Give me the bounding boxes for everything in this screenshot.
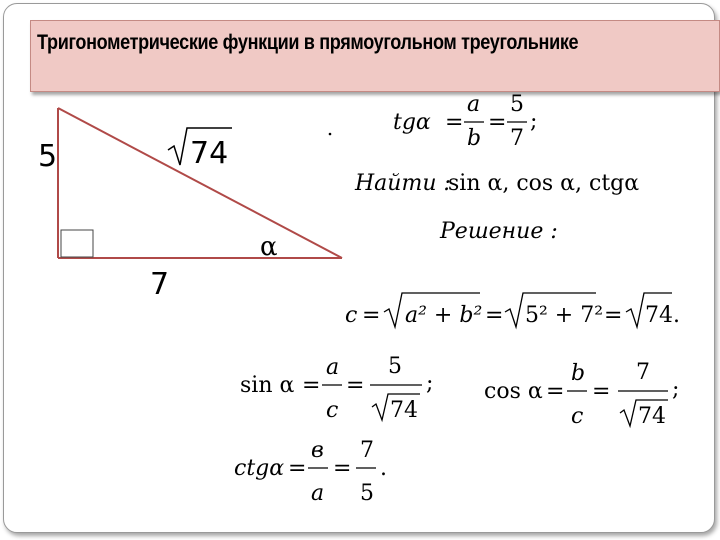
- svg-text:5: 5: [388, 354, 402, 379]
- svg-text:=: =: [333, 456, 352, 481]
- find-line: [354, 171, 639, 196]
- svg-text:Найти :: Найти :: [355, 171, 451, 196]
- svg-text:=: =: [485, 303, 504, 328]
- svg-text:b: b: [571, 361, 586, 386]
- svg-text:=: =: [592, 379, 611, 404]
- right-triangle: [58, 108, 342, 258]
- svg-text:=: =: [288, 456, 307, 481]
- svg-text:a: a: [467, 92, 481, 117]
- formula-sin: [240, 354, 433, 423]
- formula-cos: [484, 360, 679, 429]
- stray-dot: [329, 133, 332, 136]
- svg-text:tgα: tgα: [393, 110, 431, 135]
- svg-text:;: ;: [672, 377, 680, 402]
- angle-label: α: [260, 232, 278, 262]
- given-tangent: [393, 92, 537, 151]
- svg-text:c: c: [345, 303, 358, 328]
- leg-label-5: 5: [38, 139, 58, 174]
- svg-text:74: 74: [638, 404, 666, 429]
- slide-title: Тригонометрические функции в прямоугольном треугольнике: [37, 31, 579, 54]
- svg-text:74.: 74.: [645, 303, 680, 328]
- svg-text:=: =: [362, 303, 381, 328]
- svg-text:b: b: [467, 126, 482, 151]
- svg-text:c: c: [326, 398, 339, 423]
- svg-text:7: 7: [360, 438, 374, 463]
- svg-text:sin α: sin α: [240, 373, 295, 398]
- solution-heading: Решение :: [440, 219, 558, 244]
- svg-text:;: ;: [426, 371, 434, 396]
- svg-text:cos α: cos α: [484, 379, 543, 404]
- svg-text:=: =: [302, 373, 321, 398]
- svg-text:7: 7: [510, 126, 524, 151]
- leg-label-7: 7: [150, 267, 170, 302]
- hypotenuse-label: [168, 128, 232, 171]
- svg-text:5² + 7²: 5² + 7²: [525, 303, 604, 328]
- formula-hypotenuse: [345, 293, 680, 328]
- right-angle-mark: [61, 230, 93, 257]
- svg-text:5: 5: [360, 481, 374, 506]
- hypotenuse-radicand: 74: [190, 136, 229, 171]
- svg-text:a² + b²: a² + b²: [405, 303, 483, 328]
- svg-text:=: =: [445, 110, 464, 135]
- svg-text:в: в: [311, 438, 324, 463]
- svg-text:ctgα: ctgα: [234, 456, 285, 481]
- svg-text:=: =: [346, 373, 365, 398]
- svg-text:74: 74: [390, 398, 418, 423]
- svg-text:=: =: [604, 303, 623, 328]
- svg-text:c: c: [571, 404, 584, 429]
- svg-text:=: =: [546, 379, 565, 404]
- svg-text:sin α, cos α, ctgα: sin α, cos α, ctgα: [448, 171, 640, 196]
- svg-text:;: ;: [530, 109, 538, 134]
- formula-ctg: [234, 438, 387, 506]
- svg-text:a: a: [311, 481, 325, 506]
- svg-text:.: .: [380, 456, 387, 481]
- svg-text:5: 5: [510, 92, 524, 117]
- triangle-hypotenuse: [58, 108, 342, 258]
- svg-text:a: a: [326, 355, 340, 380]
- svg-text:=: =: [488, 110, 507, 135]
- svg-text:7: 7: [636, 360, 650, 385]
